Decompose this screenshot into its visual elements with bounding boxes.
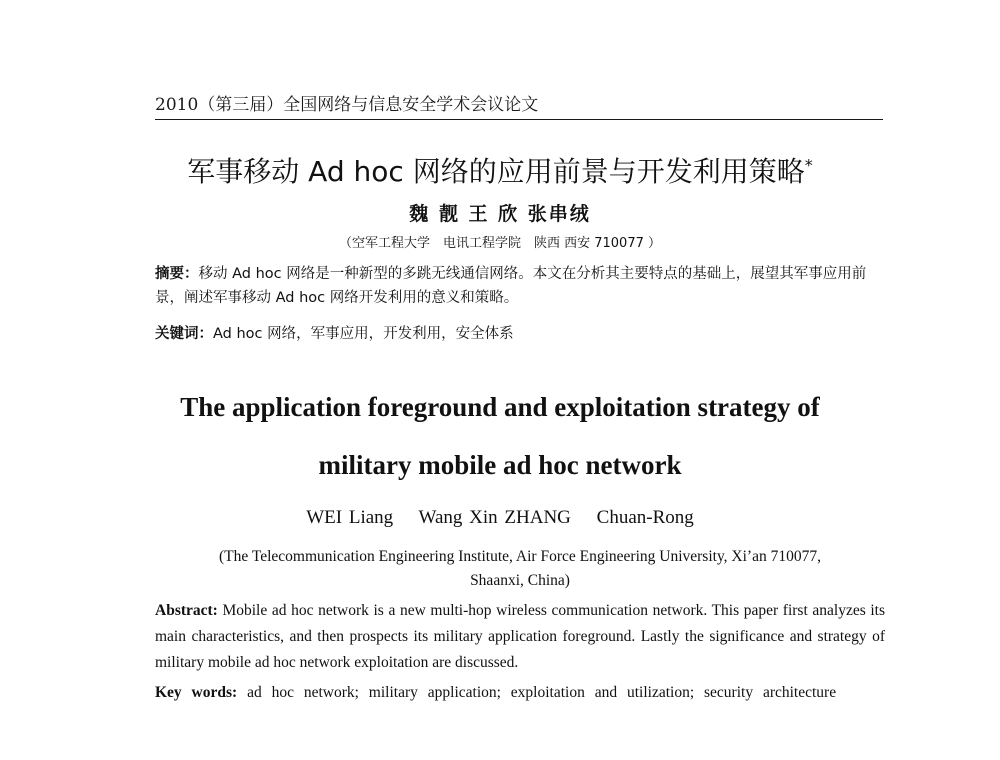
running-head: 2010（第三届）全国网络与信息安全学术会议论文 [155, 95, 539, 115]
english-abstract-label: Abstract: [155, 602, 218, 619]
chinese-abstract [155, 262, 885, 310]
chinese-title-text: 军事移动 Ad hoc 网络的应用前景与开发利用策略 [187, 155, 805, 188]
english-keywords [155, 680, 885, 706]
chinese-keywords-label: 关键词： [155, 326, 213, 342]
english-affiliation [155, 545, 885, 593]
chinese-keywords-text: Ad hoc 网络，军事应用，开发利用，安全体系 [213, 326, 514, 342]
english-abstract [155, 598, 885, 676]
english-title-line2: military mobile ad hoc network [318, 450, 682, 480]
english-title-line1: The application foreground and exploitation strategy of [180, 392, 820, 422]
english-keywords-label: Key words: [155, 684, 238, 701]
header-rule [155, 119, 883, 120]
chinese-abstract-text: 移动 Ad hoc 网络是一种新型的多跳无线通信网络。本文在分析其主要特点的基础上，展望其军事应用前景，阐述军事移动 Ad hoc 网络开发利用的意义和策略。 [155, 266, 867, 306]
chinese-authors: 魏 靓 王 欣 张串绒 [409, 203, 591, 225]
chinese-title [0, 150, 1000, 190]
chinese-abstract-label: 摘要： [155, 266, 199, 282]
english-authors: WEI Liang Wang Xin ZHANG Chuan-Rong [306, 507, 694, 528]
title-footnote-mark: * [804, 155, 813, 175]
english-abstract-text: Mobile ad hoc network is a new multi-hop wireless communication network. This paper first analyzes its main characteristics, and then prospects its military application foreground. Lastly the significance and strategy of military mobile ad hoc network exploitation are discussed. [155, 602, 885, 671]
chinese-keywords [155, 322, 885, 346]
english-title [0, 378, 1000, 494]
english-affiliation-line1: (The Telecommunication Engineering Institute, Air Force Engineering University, Xi’an 710077, [219, 548, 821, 565]
chinese-affiliation: （空军工程大学 电讯工程学院 陕西 西安 710077 ） [338, 236, 662, 251]
english-affiliation-line2: Shaanxi, China) [470, 572, 570, 589]
english-keywords-text: ad hoc network; military application; exploitation and utilization; security architecture [247, 684, 837, 701]
